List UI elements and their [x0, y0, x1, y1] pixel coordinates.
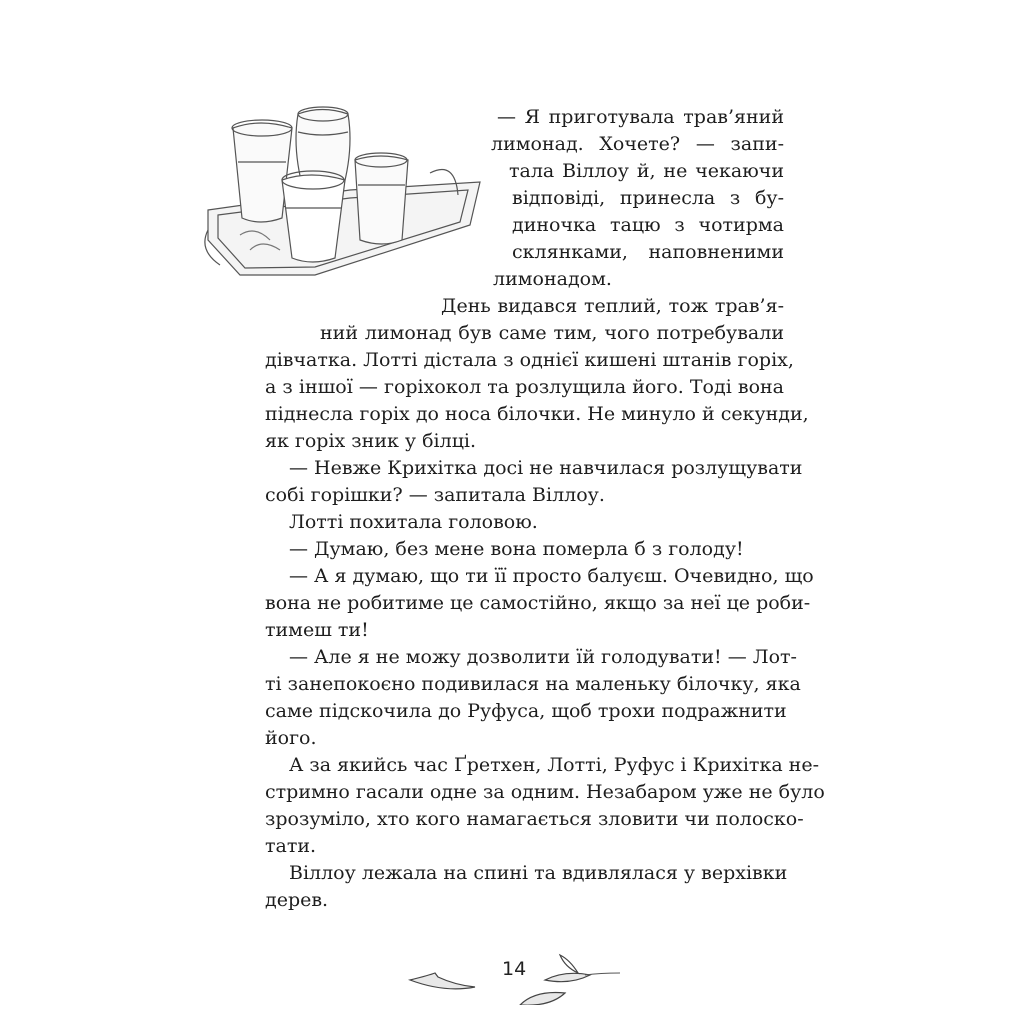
text-line: Лотті похитала головою.	[289, 511, 538, 533]
text-line: стримно гасали одне за одним. Незабаром уже не було	[265, 781, 825, 803]
text-line: а з іншої — горіхокол та розлущила його. Тоді вона	[265, 376, 784, 398]
text-line: — Я приготувала трав’яний	[497, 106, 784, 128]
text-line: Віллоу лежала на спині та вдивлялася у верхівки	[289, 862, 788, 884]
text-line: ті занепокоєно подивилася на маленьку білочку, яка	[265, 673, 801, 695]
text-line: — Думаю, без мене вона померла б з голоду!	[289, 538, 744, 560]
text-line: дівчатка. Лотті дістала з однієї кишені штанів горіх,	[265, 349, 794, 371]
text-line: лимонадом.	[493, 268, 612, 290]
text-line: піднесла горіх до носа білочки. Не минуло й секунди,	[265, 403, 809, 425]
text-line: День видався теплий, тож трав’я-	[441, 295, 784, 317]
text-line: саме підскочила до Руфуса, щоб трохи подражнити	[265, 700, 787, 722]
text-line: — Невже Крихітка досі не навчилася розлущувати	[289, 457, 803, 479]
text-line: — Але я не можу дозволити їй голодувати! — Лот-	[289, 646, 797, 668]
text-line: — А я думаю, що ти її просто балуєш. Очевидно, що	[289, 565, 814, 587]
text-line: тати.	[265, 835, 317, 857]
page-number: 14	[502, 958, 527, 980]
text-line: диночка тацю з чотирма	[512, 214, 784, 236]
text-line: тала Віллоу й, не чекаючи	[509, 160, 784, 182]
text-line: А за якийсь час Ґретхен, Лотті, Руфус і Крихітка не-	[289, 754, 820, 776]
text-line: склянками, наповненими	[512, 241, 784, 263]
text-line: собі горішки? — запитала Віллоу.	[265, 484, 605, 506]
text-line: вона не робитиме це самостійно, якщо за неї це роби-	[265, 592, 811, 614]
text-line: як горіх зник у білці.	[265, 430, 477, 452]
text-line: зрозуміло, хто кого намагається зловити чи полоско-	[265, 808, 804, 830]
text-line: дерев.	[265, 889, 329, 911]
lemonade-tray-illustration	[200, 100, 485, 295]
text-line: ний лимонад був саме тим, чого потребували	[320, 322, 784, 344]
text-line: його.	[265, 727, 317, 749]
text-line: лимонад. Хочете? — запи-	[491, 133, 784, 155]
text-line: тимеш ти!	[265, 619, 369, 641]
text-line: відповіді, принесла з бу-	[512, 187, 784, 209]
